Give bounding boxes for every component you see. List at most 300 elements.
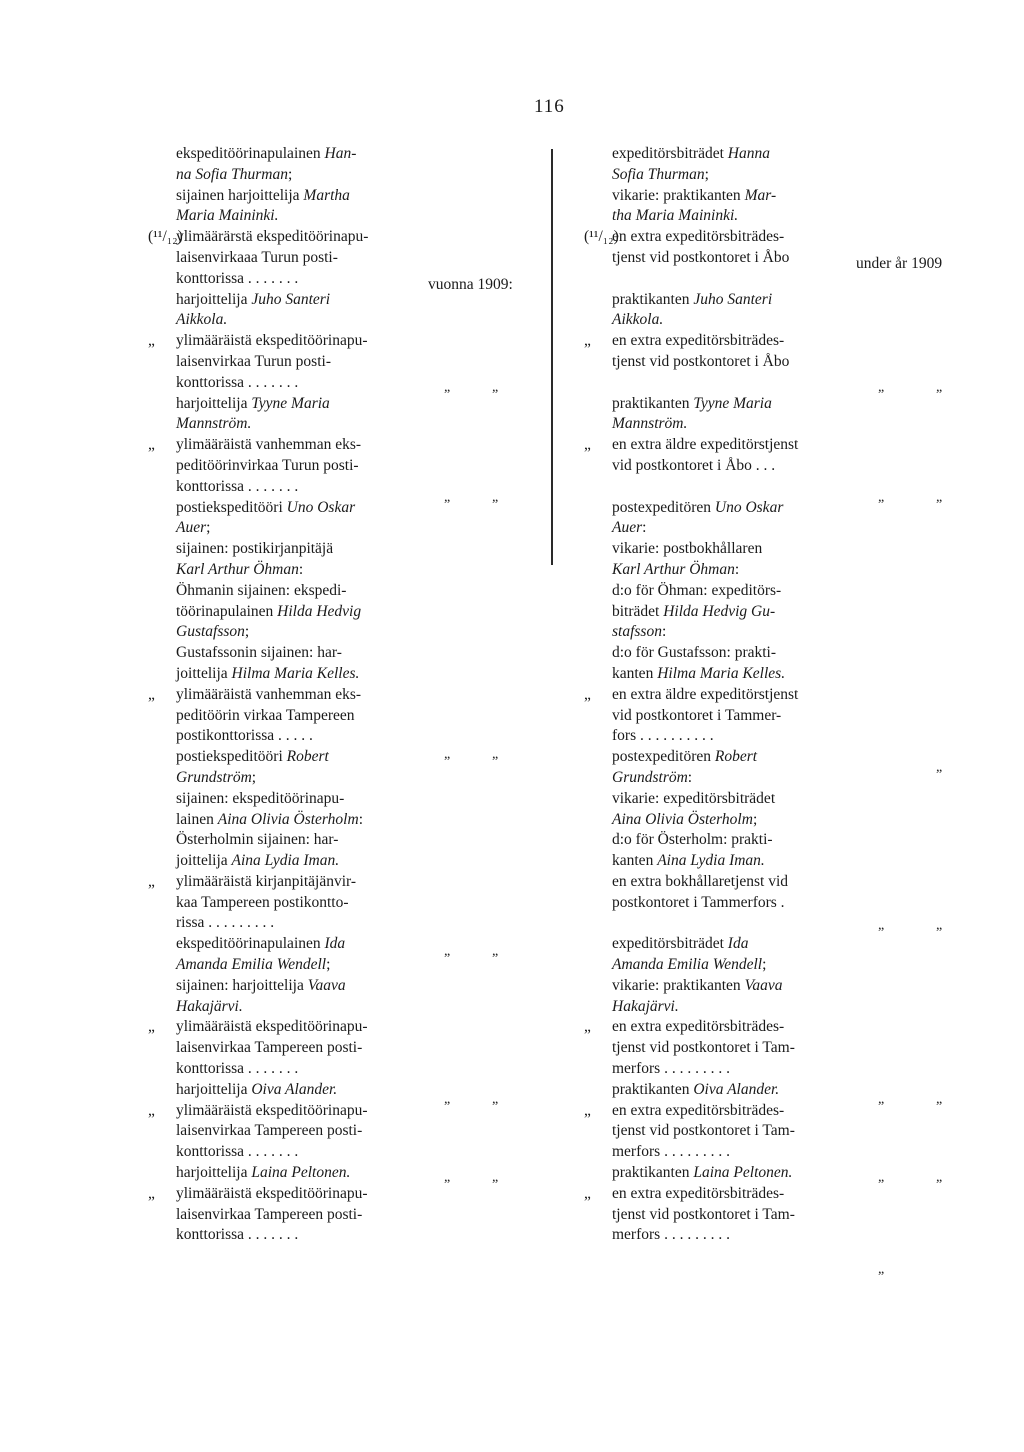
text-run: d:o för Öhman: expeditörs- — [612, 581, 782, 599]
text-run: joittelija — [176, 852, 232, 870]
italic-name: Karl Arthur Öhman — [612, 560, 735, 578]
entry-line — [176, 290, 417, 311]
text-run: praktikanten — [612, 394, 694, 412]
entry-6 — [612, 1017, 842, 1100]
text-run: konttorissa . . . . . . . — [176, 373, 299, 391]
italic-name: Vaava — [744, 976, 783, 994]
text-run: harjoittelija — [176, 1164, 252, 1182]
italic-name: Hanna — [727, 145, 770, 162]
italic-name: Tyyne Maria — [251, 394, 330, 412]
ditto-mark: „ — [878, 1170, 885, 1185]
entry-line — [612, 997, 842, 1018]
italic-name: Hilma Maria Kelles. — [657, 664, 786, 682]
text-run: en extra äldre expeditörstjenst — [612, 685, 799, 703]
entry-line — [612, 913, 842, 934]
entry-line — [176, 1101, 417, 1122]
entry-line — [612, 186, 842, 207]
entry-line — [612, 394, 842, 415]
text-run: vikarie: postbokhållaren — [612, 540, 763, 558]
ditto-mark: „ — [492, 490, 499, 505]
ditto-mark: „ — [878, 1092, 885, 1107]
text-run: d:o för Österholm: prakti- — [612, 831, 773, 849]
entry-0 — [176, 144, 417, 227]
entry-0 — [612, 144, 842, 227]
text-run: ; — [752, 810, 758, 828]
text-run: ; — [762, 956, 767, 974]
entry-line — [176, 955, 417, 976]
text-run: postexpeditören — [612, 748, 715, 766]
text-run: sijainen harjoittelija — [176, 186, 304, 204]
text-run: : — [642, 519, 647, 537]
entry-prefix: „ — [148, 686, 155, 703]
entry-line — [612, 477, 842, 498]
text-run: praktikanten — [612, 290, 694, 308]
text-run: sijainen: ekspeditöörinapu- — [176, 789, 345, 807]
text-run: en extra äldre expeditörstjenst — [612, 436, 799, 454]
entry-line — [612, 414, 842, 435]
entry-line — [612, 1038, 842, 1059]
ditto-mark: „ — [936, 490, 943, 505]
italic-name: na Sofia Thurman — [176, 165, 288, 183]
italic-name: Aina Lydia Iman. — [657, 852, 765, 870]
entry-line — [176, 768, 417, 789]
entry-line — [612, 144, 842, 165]
text-run: expeditörsbiträdet — [612, 145, 728, 162]
italic-name: Gustafsson — [176, 623, 245, 641]
entry-line — [176, 893, 417, 914]
entry-line — [176, 747, 417, 768]
entry-1 — [612, 227, 842, 331]
text-run: ; — [251, 768, 257, 786]
entry-4 — [612, 685, 842, 872]
entry-line — [612, 1059, 842, 1080]
entry-line — [612, 227, 842, 248]
text-run: postiekspeditööri — [176, 748, 287, 766]
entry-prefix: „ — [148, 1018, 155, 1035]
entry-line — [612, 206, 842, 227]
entry-line — [176, 1017, 417, 1038]
entry-3 — [176, 435, 417, 685]
ditto-mark: „ — [492, 1092, 499, 1107]
text-run: konttorissa . . . . . . . — [176, 1226, 299, 1244]
entry-line — [612, 435, 842, 456]
text-run: laisenvirkaa Tampereen posti- — [176, 1205, 363, 1223]
entry-line — [612, 810, 842, 831]
text-run: ylimäärärstä ekspeditöörinapu- — [176, 228, 369, 246]
entry-line — [176, 269, 417, 290]
text-run: laisenvirkaa Tampereen posti- — [176, 1122, 363, 1140]
text-run: kanten — [612, 852, 658, 870]
entry-line — [612, 768, 842, 789]
text-run: ; — [326, 956, 331, 974]
entry-prefix: „ — [584, 436, 591, 453]
text-run: ; — [244, 623, 250, 641]
entry-line — [176, 435, 417, 456]
italic-name: Hakajärvi. — [176, 997, 243, 1015]
column-divider — [551, 149, 553, 565]
italic-name: Auer — [612, 519, 643, 537]
ditto-mark: „ — [444, 1092, 451, 1107]
entry-line — [612, 872, 842, 893]
entry-prefix: „ — [148, 873, 155, 890]
italic-name: Maria Maininki. — [176, 207, 279, 225]
entry-line — [176, 622, 417, 643]
entry-line — [176, 186, 417, 207]
entry-line — [176, 976, 417, 997]
italic-name: Juho Santeri — [693, 290, 773, 308]
entry-4 — [176, 685, 417, 872]
entry-line — [612, 706, 842, 727]
entry-line — [176, 1142, 417, 1163]
entry-prefix: „ — [148, 1102, 155, 1119]
entry-line — [176, 1121, 417, 1142]
ditto-mark: „ — [878, 490, 885, 505]
ditto-mark: „ — [936, 760, 943, 775]
entry-line — [612, 830, 842, 851]
italic-name: Aina Lydia Iman. — [231, 852, 340, 870]
italic-name: Uno Oskar — [714, 498, 784, 516]
entry-line — [612, 685, 842, 706]
entry-line — [176, 394, 417, 415]
italic-name: Ida — [727, 935, 749, 953]
text-run: vikarie: praktikanten — [612, 186, 745, 204]
ditto-mark: „ — [936, 1092, 943, 1107]
ditto-mark: „ — [492, 944, 499, 959]
text-run: tjenst vid postkontoret i Tam- — [612, 1205, 795, 1223]
entry-line — [612, 310, 842, 331]
entry-line — [612, 1163, 842, 1184]
text-run: ylimääräistä vanhemman eks- — [176, 436, 362, 454]
entry-line — [612, 602, 842, 623]
entry-line — [176, 934, 417, 955]
text-run: rissa . . . . . . . . . — [176, 914, 275, 932]
entry-3 — [612, 435, 842, 685]
entry-line — [612, 1080, 842, 1101]
finnish-column — [176, 144, 417, 1246]
text-run: : — [661, 623, 667, 641]
entry-line — [612, 893, 842, 914]
entry-line — [176, 685, 417, 706]
text-run: ylimääräistä ekspeditöörinapu- — [176, 1184, 368, 1202]
text-run: postikonttorissa . . . . . — [176, 727, 313, 745]
entry-7 — [176, 1101, 417, 1184]
italic-name: Amanda Emilia Wendell — [176, 956, 327, 974]
entry-prefix: „ — [584, 686, 591, 703]
year-note-finnish: vuonna 1909: — [428, 276, 513, 293]
entry-prefix: (¹¹/₁₂) — [148, 228, 183, 245]
italic-name: Hilda Hedvig — [277, 602, 362, 620]
ditto-mark: „ — [878, 380, 885, 395]
italic-name: Aina Olivia Österholm — [217, 810, 359, 828]
text-run: en extra expeditörsbiträdes- — [612, 1101, 785, 1119]
ditto-mark: „ — [492, 747, 499, 762]
italic-name: Mannström. — [612, 415, 688, 433]
entry-line — [176, 165, 417, 186]
entry-line — [612, 955, 842, 976]
ditto-mark: „ — [878, 1262, 885, 1277]
entry-line — [176, 726, 417, 747]
entry-line — [176, 498, 417, 519]
italic-name: Aikkola. — [612, 311, 664, 329]
text-run: en extra expeditörsbiträdes- — [612, 1018, 785, 1036]
italic-name: Hakajärvi. — [612, 997, 679, 1015]
entry-line — [176, 248, 417, 269]
entry-line — [612, 373, 842, 394]
text-run: merfors . . . . . . . . . — [612, 1226, 730, 1244]
ditto-mark: „ — [444, 1170, 451, 1185]
entry-line — [612, 456, 842, 477]
entry-line — [176, 560, 417, 581]
entry-line — [612, 976, 842, 997]
entry-prefix: „ — [148, 1185, 155, 1202]
entry-line — [176, 539, 417, 560]
entry-line — [612, 1121, 842, 1142]
text-run: sijainen: postikirjanpitäjä — [176, 540, 334, 558]
text-run: töörinapulainen — [176, 602, 278, 620]
entry-prefix: „ — [584, 332, 591, 349]
entry-line — [612, 1205, 842, 1226]
text-run: : — [298, 560, 304, 578]
italic-name: Ida — [324, 935, 346, 953]
entry-line — [176, 373, 417, 394]
text-run: ; — [704, 165, 709, 183]
text-run: tjenst vid postkontoret i Tam- — [612, 1122, 795, 1140]
italic-name: Laina Peltonen. — [693, 1164, 793, 1182]
entry-line — [176, 810, 417, 831]
italic-name: Mannström. — [176, 415, 252, 433]
entry-line — [612, 248, 842, 269]
text-run: en extra expeditörsbiträdes- — [612, 1184, 785, 1202]
entry-line — [176, 414, 417, 435]
entry-line — [176, 643, 417, 664]
text-run: ekspeditöörinapulainen — [176, 145, 325, 162]
ditto-mark: „ — [936, 380, 943, 395]
ditto-mark: „ — [936, 918, 943, 933]
entry-prefix: „ — [148, 332, 155, 349]
entry-8 — [612, 1184, 842, 1246]
italic-name: Han- — [324, 145, 357, 162]
text-run: Gustafssonin sijainen: har- — [176, 644, 342, 662]
entry-line — [612, 726, 842, 747]
entry-line — [612, 331, 842, 352]
ditto-mark: „ — [878, 918, 885, 933]
text-run: kanten — [612, 664, 658, 682]
ditto-mark: „ — [936, 1170, 943, 1185]
entry-prefix: „ — [148, 436, 155, 453]
entry-line — [176, 1225, 417, 1246]
text-run: en extra expeditörsbiträdes- — [612, 228, 785, 246]
italic-name: Karl Arthur Öhman — [176, 560, 299, 578]
text-run: lainen — [176, 810, 218, 828]
italic-name: Hilda Hedvig Gu- — [663, 602, 776, 620]
italic-name: Aikkola. — [176, 311, 228, 329]
entry-line — [176, 310, 417, 331]
italic-name: Amanda Emilia Wendell — [612, 956, 763, 974]
italic-name: Aina Olivia Österholm — [612, 810, 753, 828]
italic-name: tha Maria Maininki. — [612, 207, 739, 225]
text-run: konttorissa . . . . . . . — [176, 477, 299, 495]
entry-line — [176, 1205, 417, 1226]
text-run: ekspeditöörinapulainen — [176, 935, 325, 953]
entry-2 — [612, 331, 842, 435]
entry-line — [176, 206, 417, 227]
entry-5 — [612, 872, 842, 1018]
entry-line — [612, 498, 842, 519]
entry-line — [612, 352, 842, 373]
entry-line — [176, 1038, 417, 1059]
year-note-swedish: under år 1909 — [856, 255, 943, 272]
entry-prefix: „ — [584, 1018, 591, 1035]
italic-name: Juho Santeri — [251, 290, 331, 308]
text-run: Österholmin sijainen: har- — [176, 831, 339, 849]
ditto-mark: „ — [492, 380, 499, 395]
entry-line — [612, 1101, 842, 1122]
entry-line — [612, 664, 842, 685]
text-run: expeditörsbiträdet — [612, 935, 728, 953]
text-run: vikarie: praktikanten — [612, 976, 745, 994]
entry-line — [612, 560, 842, 581]
text-run: ylimääräistä ekspeditöörinapu- — [176, 332, 368, 350]
text-run: vid postkontoret i Tammer- — [612, 706, 782, 724]
ditto-mark: „ — [444, 380, 451, 395]
entry-line — [176, 518, 417, 539]
entry-line — [612, 747, 842, 768]
entry-line — [612, 539, 842, 560]
entry-line — [176, 872, 417, 893]
text-run: ylimääräistä ekspeditöörinapu- — [176, 1018, 368, 1036]
text-run: Öhmanin sijainen: ekspedi- — [176, 581, 347, 599]
ditto-mark: „ — [444, 490, 451, 505]
text-run: tjenst vid postkontoret i Tam- — [612, 1039, 795, 1057]
italic-name: stafsson — [612, 623, 662, 641]
text-run: tjenst vid postkontoret i Åbo — [612, 352, 790, 370]
text-run: peditöörin virkaa Tampereen — [176, 706, 355, 724]
entry-8 — [176, 1184, 417, 1246]
text-run: d:o för Gustafsson: prakti- — [612, 644, 777, 662]
entry-line — [612, 1184, 842, 1205]
entry-line — [612, 643, 842, 664]
entry-7 — [612, 1101, 842, 1184]
text-run: konttorissa . . . . . . . — [176, 269, 299, 287]
italic-name: Oiva Alander. — [251, 1080, 338, 1098]
entry-line — [176, 456, 417, 477]
italic-name: Auer — [176, 519, 207, 537]
text-run: praktikanten — [612, 1164, 694, 1182]
text-run: praktikanten — [612, 1080, 694, 1098]
entry-line — [176, 352, 417, 373]
text-run: konttorissa . . . . . . . — [176, 1143, 299, 1161]
text-run: laisenvirkaa Turun posti- — [176, 352, 331, 370]
entry-5 — [176, 872, 417, 1018]
entry-line — [176, 664, 417, 685]
entry-2 — [176, 331, 417, 435]
text-run: : — [358, 810, 363, 828]
italic-name: Robert — [714, 748, 758, 766]
text-run: merfors . . . . . . . . . — [612, 1143, 730, 1161]
entry-line — [612, 851, 842, 872]
entry-line — [176, 331, 417, 352]
italic-name: Hilma Maria Kelles. — [231, 664, 360, 682]
entry-line — [612, 269, 842, 290]
ditto-mark: „ — [444, 747, 451, 762]
entry-line — [176, 477, 417, 498]
ditto-mark: „ — [492, 1170, 499, 1185]
text-run: laisenvirkaaa Turun posti- — [176, 248, 338, 266]
entry-line — [176, 789, 417, 810]
italic-name: Grundström — [176, 768, 252, 786]
text-run: postiekspeditööri — [176, 498, 287, 516]
text-run: vikarie: expeditörsbiträdet — [612, 789, 776, 807]
text-run: ylimääräistä ekspeditöörinapu- — [176, 1101, 368, 1119]
text-run: harjoittelija — [176, 394, 252, 412]
entry-line — [612, 290, 842, 311]
entry-1 — [176, 227, 417, 331]
entry-line — [176, 581, 417, 602]
text-run: biträdet — [612, 602, 664, 620]
text-run: postkontoret i Tammerfors . — [612, 893, 785, 911]
text-run: harjoittelija — [176, 1080, 252, 1098]
text-run: konttorissa . . . . . . . — [176, 1060, 299, 1078]
text-run: harjoittelija — [176, 290, 252, 308]
text-run: peditöörinvirkaa Turun posti- — [176, 456, 359, 474]
text-run: fors . . . . . . . . . . — [612, 727, 714, 745]
italic-name: Uno Oskar — [286, 498, 356, 516]
entry-line — [612, 165, 842, 186]
entry-prefix: (¹¹/₁₂) — [584, 228, 619, 245]
entry-line — [176, 1163, 417, 1184]
entry-line — [176, 1184, 417, 1205]
ditto-mark: „ — [444, 944, 451, 959]
italic-name: Martha — [303, 186, 350, 204]
italic-name: Mar- — [744, 186, 777, 204]
entry-prefix: „ — [584, 1185, 591, 1202]
swedish-column — [612, 144, 842, 1246]
entry-line — [176, 706, 417, 727]
entry-line — [176, 1059, 417, 1080]
entry-line — [612, 1017, 842, 1038]
entry-line — [176, 913, 417, 934]
text-run: ylimääräistä kirjanpitäjänvir- — [176, 872, 357, 890]
text-run: ; — [287, 165, 293, 183]
text-run: ylimääräistä vanhemman eks- — [176, 685, 362, 703]
text-run: kaa Tampereen postikontto- — [176, 893, 349, 911]
entry-6 — [176, 1017, 417, 1100]
italic-name: Grundström — [612, 768, 688, 786]
italic-name: Robert — [286, 748, 329, 766]
text-run: : — [734, 560, 740, 578]
text-run: sijainen: harjoittelija — [176, 976, 308, 994]
entry-line — [612, 1142, 842, 1163]
text-run: en extra bokhållaretjenst vid — [612, 872, 789, 890]
entry-line — [176, 997, 417, 1018]
entry-line — [176, 830, 417, 851]
text-run: tjenst vid postkontoret i Åbo — [612, 248, 790, 266]
text-run: joittelija — [176, 664, 232, 682]
text-run: merfors . . . . . . . . . — [612, 1060, 730, 1078]
entry-line — [176, 602, 417, 623]
text-run: laisenvirkaa Tampereen posti- — [176, 1039, 363, 1057]
entry-line — [176, 1080, 417, 1101]
entry-line — [612, 934, 842, 955]
page-number: 116 — [534, 96, 565, 117]
text-run: postexpeditören — [612, 498, 715, 516]
italic-name: Tyyne Maria — [693, 394, 772, 412]
text-run: vid postkontoret i Åbo . . . — [612, 456, 776, 474]
entry-line — [612, 1225, 842, 1246]
entry-line — [176, 851, 417, 872]
entry-line — [612, 581, 842, 602]
entry-prefix: „ — [584, 1102, 591, 1119]
